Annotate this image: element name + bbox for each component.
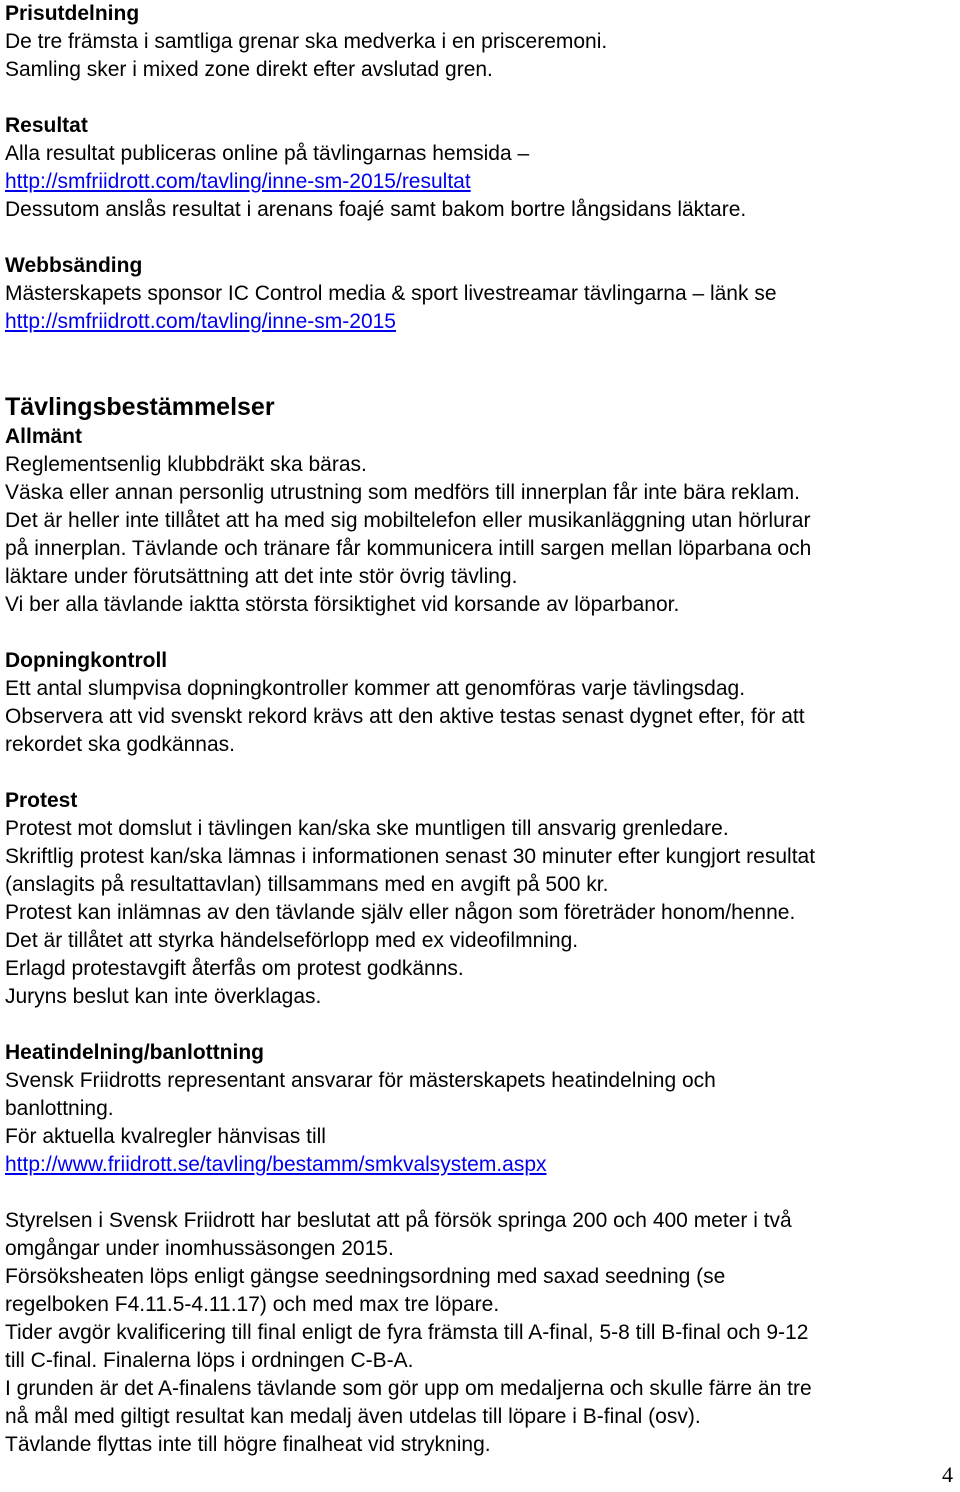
paragraph-line: För aktuella kvalregler hänvisas till (5, 1125, 326, 1148)
paragraph-line: till C-final. Finalerna löps i ordningen C-B-A. (5, 1349, 414, 1372)
paragraph-line: regelboken F4.11.5-4.11.17) och med max tre löpare. (5, 1293, 500, 1316)
paragraph-line: (anslagits på resultattavlan) tillsammans med en avgift på 500 kr. (5, 873, 609, 896)
section-heading-allmant: Allmänt (5, 425, 83, 448)
paragraph-line: Alla resultat publiceras online på tävlingarnas hemsida – (5, 142, 530, 165)
paragraph-line: Mästerskapets sponsor IC Control media & sport livestreamar tävlingarna – länk se (5, 282, 777, 305)
section-heading-webbsandning: Webbsänding (5, 254, 143, 277)
paragraph-line: Observera att vid svenskt rekord krävs att den aktive testas senast dygnet efter, för att (5, 705, 805, 728)
paragraph-line: Tävlande flyttas inte till högre finalheat vid strykning. (5, 1433, 491, 1456)
paragraph-line: Väska eller annan personlig utrustning som medförs till innerplan får inte bära reklam. (5, 481, 800, 504)
paragraph-line: Erlagd protestavgift återfås om protest godkänns. (5, 957, 464, 980)
webbsandning-link[interactable]: http://smfriidrott.com/tavling/inne-sm-2015 (5, 310, 396, 333)
paragraph-line: Vi ber alla tävlande iaktta största försiktighet vid korsande av löparbanor. (5, 593, 680, 616)
section-heading-resultat: Resultat (5, 114, 88, 137)
paragraph-line: omgångar under inomhussäsongen 2015. (5, 1237, 394, 1260)
paragraph-line: rekordet ska godkännas. (5, 733, 235, 756)
paragraph-line: Reglementsenlig klubbdräkt ska bäras. (5, 453, 367, 476)
paragraph-line: Samling sker i mixed zone direkt efter avslutad gren. (5, 58, 493, 81)
page-number: 4 (942, 1462, 953, 1487)
paragraph-line: Dessutom anslås resultat i arenans foajé samt bakom bortre långsidans läktare. (5, 198, 747, 221)
page-title: Tävlingsbestämmelser (5, 393, 275, 421)
paragraph-line: på innerplan. Tävlande och tränare får kommunicera intill sargen mellan löparbana och (5, 537, 812, 560)
paragraph-line: nå mål med giltigt resultat kan medalj även utdelas till löpare i B-final (osv). (5, 1405, 701, 1428)
section-heading-heatindelning: Heatindelning/banlottning (5, 1041, 264, 1064)
paragraph-line: De tre främsta i samtliga grenar ska medverka i en prisceremoni. (5, 30, 608, 53)
paragraph-line: Svensk Friidrotts representant ansvarar för mästerskapets heatindelning och (5, 1069, 716, 1092)
paragraph-line: Styrelsen i Svensk Friidrott har beslutat att på försök springa 200 och 400 meter i två (5, 1209, 792, 1232)
paragraph-line: Försöksheaten löps enligt gängse seedningsordning med saxad seedning (se (5, 1265, 726, 1288)
section-heading-dopning: Dopningkontroll (5, 649, 168, 672)
paragraph-line: Tider avgör kvalificering till final enligt de fyra främsta till A-final, 5-8 till B-final och 9-12 (5, 1321, 809, 1344)
paragraph-line: I grunden är det A-finalens tävlande som gör upp om medaljerna och skulle färre än tre (5, 1377, 812, 1400)
paragraph-line: Ett antal slumpvisa dopningkontroller kommer att genomföras varje tävlingsdag. (5, 677, 746, 700)
section-heading-protest: Protest (5, 789, 78, 812)
paragraph-line: Det är heller inte tillåtet att ha med sig mobiltelefon eller musikanläggning utan hörlurar (5, 509, 811, 532)
paragraph-line: Protest mot domslut i tävlingen kan/ska ske muntligen till ansvarig grenledare. (5, 817, 729, 840)
section-heading-prisutdelning: Prisutdelning (5, 2, 140, 25)
paragraph-line: läktare under förutsättning att det inte stör övrig tävling. (5, 565, 518, 588)
resultat-link[interactable]: http://smfriidrott.com/tavling/inne-sm-2015/resultat (5, 170, 471, 193)
paragraph-line: Skriftlig protest kan/ska lämnas i informationen senast 30 minuter efter kungjort resultat (5, 845, 816, 868)
paragraph-line: Juryns beslut kan inte överklagas. (5, 985, 322, 1008)
kvalsystem-link[interactable]: http://www.friidrott.se/tavling/bestamm/smkvalsystem.aspx (5, 1153, 547, 1176)
paragraph-line: banlottning. (5, 1097, 114, 1120)
paragraph-line: Protest kan inlämnas av den tävlande själv eller någon som företräder honom/henne. (5, 901, 796, 924)
paragraph-line: Det är tillåtet att styrka händelseförlopp med ex videofilmning. (5, 929, 579, 952)
document-page (5, 0, 950, 1459)
